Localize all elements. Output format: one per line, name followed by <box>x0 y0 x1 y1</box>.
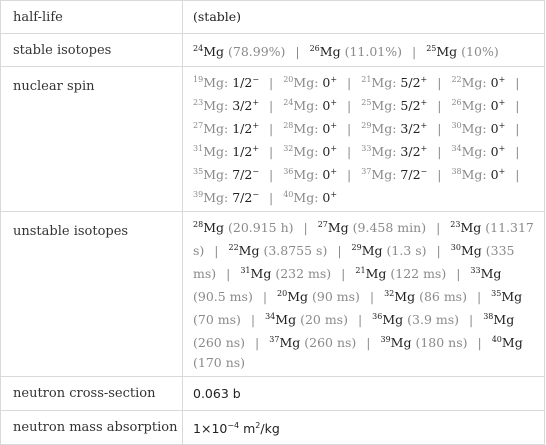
spin-number: 7/2 <box>232 167 253 182</box>
element-symbol: Mg: <box>371 75 397 90</box>
times-sign: × <box>200 421 212 436</box>
half-life: (20 ms) <box>300 312 348 327</box>
parity: + <box>498 144 506 153</box>
mass-number: 33 <box>361 144 372 153</box>
separator: | <box>269 144 274 159</box>
element-symbol: Mg <box>238 243 260 258</box>
mass-number: 27 <box>317 220 328 229</box>
parity: + <box>330 144 338 153</box>
mass-number: 28 <box>283 121 294 130</box>
parity: + <box>498 121 506 130</box>
element-symbol: Mg: <box>293 121 319 136</box>
spin-number: 0 <box>490 121 499 136</box>
spin-number: 1/2 <box>232 121 253 136</box>
element-symbol: Mg: <box>203 144 229 159</box>
separator: | <box>366 335 371 350</box>
spin-number: 0 <box>490 98 499 113</box>
mass-number: 26 <box>309 43 320 53</box>
parity: + <box>498 98 506 107</box>
spin-number: 0 <box>322 121 331 136</box>
mass-number: 30 <box>451 121 462 130</box>
mass-number: 40 <box>491 335 502 344</box>
neutron-mass-absorption-label: neutron mass absorption <box>1 411 183 445</box>
unit-exponent: 2 <box>255 421 261 430</box>
parity: + <box>330 190 338 199</box>
row-neutron-cross-section <box>1 377 545 411</box>
parity: − <box>420 167 428 176</box>
mass-number: 25 <box>426 43 437 53</box>
mass-number: 29 <box>361 121 372 130</box>
mass-number: 24 <box>193 43 204 53</box>
abundance: (11.01%) <box>344 43 402 59</box>
neutron-mass-absorption-value <box>183 411 545 445</box>
half-life: (180 ns) <box>415 335 468 350</box>
element-symbol: Mg: <box>293 167 319 182</box>
element-symbol: Mg: <box>461 98 487 113</box>
half-life: (86 ms) <box>419 289 467 304</box>
spin-value <box>491 167 506 182</box>
spin-number: 0 <box>322 190 331 205</box>
mass-number: 29 <box>351 243 362 252</box>
separator: | <box>411 43 417 59</box>
spin-number: 3/2 <box>400 121 421 136</box>
spin-number: 5/2 <box>400 75 421 90</box>
mass-number: 37 <box>269 335 280 344</box>
spin-value <box>232 75 259 90</box>
element-symbol: Mg <box>460 243 482 258</box>
element-symbol: Mg <box>460 220 482 235</box>
parity: + <box>330 121 338 130</box>
half-life: (1.3 s) <box>386 243 427 258</box>
spin-number: 5/2 <box>400 98 421 113</box>
mass-number: 33 <box>470 266 481 275</box>
separator: | <box>456 266 461 281</box>
mass-number: 40 <box>283 190 294 199</box>
separator: | <box>436 220 441 235</box>
mass-number: 21 <box>361 75 372 84</box>
mass-number: 35 <box>491 289 502 298</box>
separator: | <box>262 289 268 304</box>
mass-number: 32 <box>283 144 294 153</box>
parity: + <box>252 121 260 130</box>
stable-isotopes-label: stable isotopes <box>1 34 183 67</box>
mass-number: 36 <box>283 167 294 176</box>
abundance: (10%) <box>461 43 499 59</box>
element-symbol: Mg <box>493 312 515 327</box>
separator: | <box>515 98 520 113</box>
spin-value <box>322 121 337 136</box>
row-neutron-mass-absorption <box>1 411 545 445</box>
element-symbol: Mg: <box>203 190 229 205</box>
stable-isotope-item <box>193 44 285 59</box>
separator: | <box>469 312 474 327</box>
element-symbol: Mg: <box>293 75 319 90</box>
element-symbol: Mg <box>501 335 523 350</box>
half-life: (3.9 ms) <box>407 312 460 327</box>
mass-number: 32 <box>384 289 395 298</box>
mass-number: 24 <box>283 98 294 107</box>
half-life: (335 ms) <box>193 243 515 281</box>
separator: | <box>250 312 256 327</box>
nuclear-spin-value <box>183 67 545 212</box>
stable-isotope-item <box>426 44 499 59</box>
mass-number: 36 <box>372 312 383 321</box>
spin-number: 0 <box>322 75 331 90</box>
mass-number: 20 <box>283 75 294 84</box>
parity: − <box>252 167 260 176</box>
spin-value <box>322 98 337 113</box>
element-symbol: Mg <box>361 243 383 258</box>
half-life: (232 ms) <box>275 266 332 281</box>
separator: | <box>515 75 520 90</box>
element-symbol: Mg: <box>293 144 319 159</box>
unit-tail: /kg <box>260 421 280 436</box>
spin-number: 3/2 <box>232 98 253 113</box>
mass-number: 39 <box>193 190 204 199</box>
separator: | <box>337 243 342 258</box>
parity: + <box>498 167 506 176</box>
neutron-cross-section-label: neutron cross-section <box>1 377 183 411</box>
element-symbol: Mg: <box>461 75 487 90</box>
spin-value <box>232 190 259 205</box>
spin-value <box>400 144 427 159</box>
spin-value <box>491 75 506 90</box>
spin-number: 0 <box>490 144 499 159</box>
element-symbol: Mg: <box>203 167 229 182</box>
separator: | <box>295 43 300 59</box>
mass-number: 23 <box>193 98 204 107</box>
separator: | <box>347 75 352 90</box>
half-life: (90 ms) <box>312 289 360 304</box>
mass-number: 26 <box>451 98 462 107</box>
element-symbol: Mg <box>390 335 412 350</box>
element-symbol: Mg: <box>203 98 229 113</box>
spin-value <box>232 98 259 113</box>
base: 10 <box>211 421 228 436</box>
spin-number: 0 <box>322 144 331 159</box>
element-symbol: Mg <box>250 266 272 281</box>
half-life: (11.317 s) <box>193 220 534 258</box>
spin-value <box>232 167 259 182</box>
separator: | <box>515 121 520 136</box>
spin-number: 7/2 <box>232 190 253 205</box>
unstable-isotopes-label: unstable isotopes <box>1 212 183 377</box>
spin-value <box>400 167 427 182</box>
separator: | <box>214 243 219 258</box>
separator: | <box>476 289 482 304</box>
separator: | <box>269 98 274 113</box>
spin-value <box>322 75 337 90</box>
spin-number: 0 <box>490 167 499 182</box>
spin-number: 1/2 <box>232 144 253 159</box>
row-stable-isotopes <box>1 34 545 67</box>
exponent: −4 <box>227 421 240 430</box>
parity: + <box>252 144 260 153</box>
mass-number: 34 <box>265 312 276 321</box>
half-life-value: (stable) <box>183 1 545 34</box>
element-symbol: Mg <box>319 43 341 59</box>
half-life: (122 ms) <box>390 266 447 281</box>
element-symbol: Mg: <box>371 121 397 136</box>
spin-number: 0 <box>322 98 331 113</box>
stable-isotope-item <box>310 44 402 59</box>
separator: | <box>477 335 482 350</box>
row-half-life <box>1 1 545 34</box>
mass-number: 30 <box>450 243 461 252</box>
separator: | <box>347 98 352 113</box>
stable-isotopes-value <box>183 34 545 67</box>
row-unstable-isotopes <box>1 212 545 377</box>
separator: | <box>437 98 442 113</box>
spin-value <box>400 75 427 90</box>
element-symbol: Mg <box>480 266 502 281</box>
mass-number: 25 <box>361 98 372 107</box>
spin-number: 0 <box>490 75 499 90</box>
spin-number: 0 <box>322 167 331 182</box>
unstable-isotopes-value <box>183 212 545 377</box>
separator: | <box>369 289 375 304</box>
element-symbol: Mg <box>327 220 349 235</box>
parity: + <box>498 75 506 84</box>
mass-number: 22 <box>228 243 239 252</box>
half-life: (260 ns) <box>193 335 246 350</box>
separator: | <box>269 167 274 182</box>
row-nuclear-spin <box>1 67 545 212</box>
parity: + <box>420 121 428 130</box>
separator: | <box>357 312 363 327</box>
spin-number: 3/2 <box>400 144 421 159</box>
nuclear-spin-label: nuclear spin <box>1 67 183 212</box>
element-symbol: Mg: <box>461 167 487 182</box>
element-symbol: Mg <box>436 43 458 59</box>
separator: | <box>269 75 274 90</box>
spin-value <box>232 121 259 136</box>
parity: − <box>252 75 260 84</box>
separator: | <box>269 121 274 136</box>
half-life: (9.458 min) <box>352 220 427 235</box>
mass-number: 35 <box>193 167 204 176</box>
separator: | <box>226 266 231 281</box>
separator: | <box>255 335 260 350</box>
element-symbol: Mg <box>287 289 309 304</box>
mass-number: 23 <box>450 220 461 229</box>
mass-number: 20 <box>277 289 288 298</box>
separator: | <box>269 190 274 205</box>
half-life-label: half-life <box>1 1 183 34</box>
element-symbol: Mg <box>501 289 523 304</box>
abundance: (78.99%) <box>227 43 286 59</box>
parity: + <box>330 167 338 176</box>
spin-number: 7/2 <box>400 167 421 182</box>
parity: − <box>252 190 260 199</box>
spin-value <box>322 167 337 182</box>
spin-value <box>400 98 427 113</box>
element-symbol: Mg: <box>371 144 397 159</box>
mass-number: 38 <box>451 167 462 176</box>
element-symbol: Mg: <box>203 75 229 90</box>
separator: | <box>347 167 352 182</box>
half-life: (20.915 h) <box>227 220 294 235</box>
mass-number: 22 <box>451 75 462 84</box>
element-symbol: Mg: <box>371 98 397 113</box>
element-symbol: Mg <box>279 335 301 350</box>
separator: | <box>515 167 520 182</box>
mass-number: 19 <box>193 75 204 84</box>
element-symbol: Mg: <box>461 121 487 136</box>
separator: | <box>303 220 308 235</box>
mass-number: 31 <box>193 144 204 153</box>
spin-value <box>232 144 259 159</box>
neutron-cross-section-value: 0.063 b <box>183 377 545 411</box>
element-symbol: Mg <box>382 312 404 327</box>
parity: + <box>420 144 428 153</box>
separator: | <box>347 144 352 159</box>
spin-value <box>322 144 337 159</box>
parity: + <box>330 98 338 107</box>
mass-number: 39 <box>380 335 391 344</box>
half-life: (260 ns) <box>304 335 357 350</box>
parity: + <box>252 98 260 107</box>
separator: | <box>437 144 442 159</box>
half-life: (3.8755 s) <box>263 243 328 258</box>
element-symbol: Mg: <box>203 121 229 136</box>
unit: m <box>239 421 256 436</box>
separator: | <box>437 167 442 182</box>
mass-number: 37 <box>361 167 372 176</box>
element-symbol: Mg: <box>293 190 319 205</box>
element-symbol: Mg: <box>371 167 397 182</box>
separator: | <box>436 243 441 258</box>
parity: + <box>420 75 428 84</box>
separator: | <box>515 144 520 159</box>
separator: | <box>437 75 442 90</box>
mass-number: 38 <box>483 312 494 321</box>
mass-number: 27 <box>193 121 204 130</box>
spin-value <box>491 98 506 113</box>
separator: | <box>341 266 346 281</box>
half-life: (170 ns) <box>193 355 246 370</box>
spin-value <box>322 190 337 205</box>
spin-value <box>400 121 427 136</box>
separator: | <box>347 121 352 136</box>
element-symbol: Mg <box>394 289 416 304</box>
half-life: (90.5 ms) <box>193 289 253 304</box>
coefficient: 1 <box>193 421 201 436</box>
spin-value <box>491 121 506 136</box>
element-symbol: Mg: <box>293 98 319 113</box>
parity: + <box>420 98 428 107</box>
element-symbol: Mg <box>365 266 387 281</box>
parity: + <box>330 75 338 84</box>
element-symbol: Mg <box>275 312 297 327</box>
element-symbol: Mg <box>203 220 224 235</box>
mass-number: 31 <box>240 266 251 275</box>
spin-value <box>491 144 506 159</box>
element-symbol: Mg: <box>461 144 487 159</box>
mass-number: 21 <box>355 266 366 275</box>
mass-number: 28 <box>193 220 204 229</box>
spin-number: 1/2 <box>232 75 253 90</box>
element-symbol: Mg <box>203 43 224 59</box>
half-life: (70 ms) <box>193 312 241 327</box>
separator: | <box>437 121 442 136</box>
mass-number: 34 <box>451 144 462 153</box>
